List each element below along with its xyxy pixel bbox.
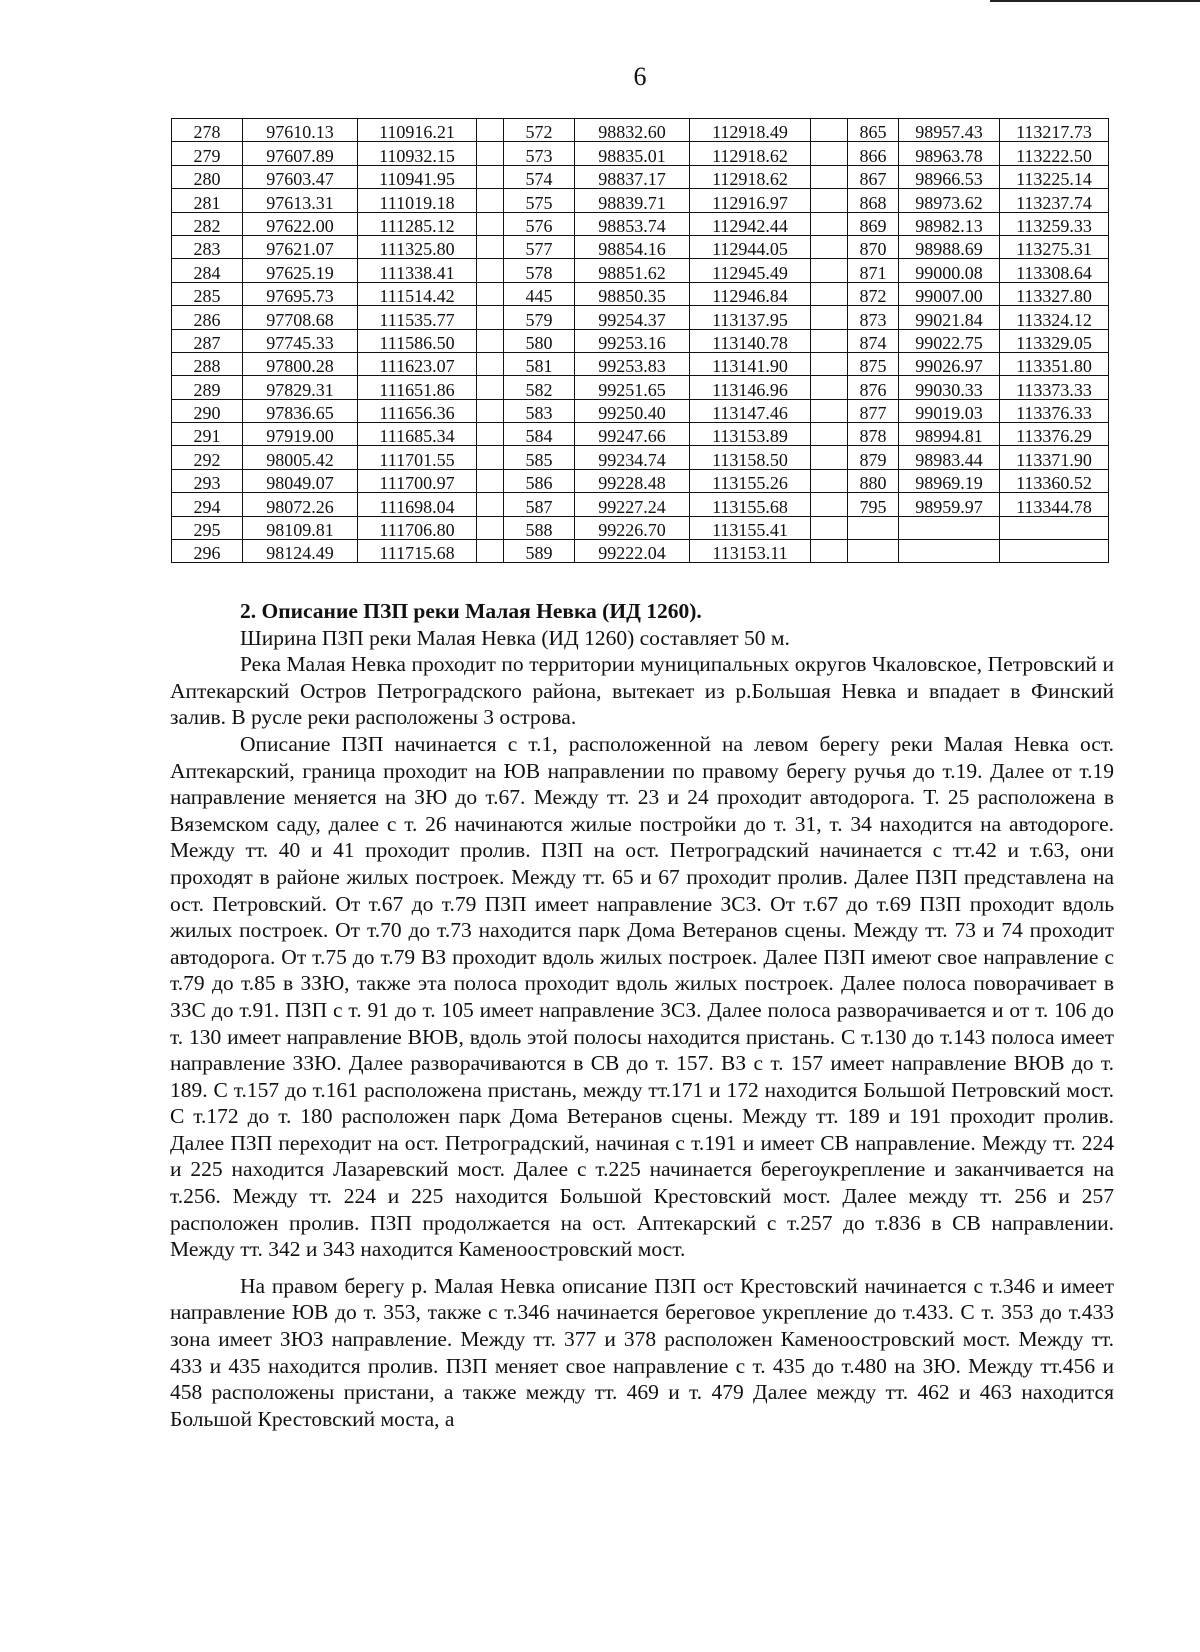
paragraph-right-bank-description: На правом берегу р. Малая Невка описание ПЗП ост Крестовский начинается с т.346 и имеет направление ЮВ до т. 353, также с т.346 начинается береговое укрепление до т.433. С т. 353 до т.433 зона имеет ЗЮЗ направление. Между тт. 377 и 378 расположен Каменоостровский мост. Между тт. 433 и 435 находится пролив. ПЗП меняет свое направление с т. 435 до т.480 на ЗЮ. Между тт.456 и 458 расположены пристани, а также между тт. 469 и т. 479 Далее между тт. 462 и 463 находится Большой Крестовский моста, а	[170, 1273, 1114, 1431]
table-spacer-cell	[811, 235, 848, 258]
table-row	[172, 119, 1109, 142]
table-spacer-cell	[477, 142, 504, 165]
table-cell-point-number: 296	[172, 540, 243, 563]
table-cell-y-coordinate: 112918.62	[690, 165, 811, 188]
table-spacer-cell	[477, 165, 504, 188]
table-cell-x-coordinate: 97613.31	[243, 189, 358, 212]
table-cell-y-coordinate: 113371.90	[1000, 446, 1109, 469]
table-cell-y-coordinate: 113308.64	[1000, 259, 1109, 282]
table-cell-point-number: 576	[504, 212, 575, 235]
table-spacer-cell	[477, 423, 504, 446]
table-cell-y-coordinate: 113153.89	[690, 423, 811, 446]
table-cell-y-coordinate: 113327.80	[1000, 282, 1109, 305]
table-cell-point-number: 878	[848, 423, 899, 446]
table-cell-y-coordinate: 110941.95	[358, 165, 477, 188]
table-cell-point-number	[848, 540, 899, 563]
table-cell-x-coordinate: 97622.00	[243, 212, 358, 235]
table-cell-point-number: 287	[172, 329, 243, 352]
table-cell-x-coordinate: 98109.81	[243, 516, 358, 539]
table-cell-y-coordinate: 113344.78	[1000, 493, 1109, 516]
table-row	[172, 469, 1109, 492]
table-cell-point-number: 286	[172, 306, 243, 329]
table-cell-point-number: 294	[172, 493, 243, 516]
table-cell-y-coordinate: 111019.18	[358, 189, 477, 212]
section-text	[170, 598, 1114, 1432]
table-spacer-cell	[477, 399, 504, 422]
table-cell-point-number: 283	[172, 235, 243, 258]
table-cell-point-number: 589	[504, 540, 575, 563]
table-spacer-cell	[477, 189, 504, 212]
table-cell-x-coordinate: 98049.07	[243, 469, 358, 492]
table-cell-x-coordinate: 99000.08	[899, 259, 1000, 282]
table-cell-x-coordinate: 99247.66	[575, 423, 690, 446]
table-cell-x-coordinate: 98853.74	[575, 212, 690, 235]
table-spacer-cell	[811, 212, 848, 235]
table-cell-y-coordinate: 112916.97	[690, 189, 811, 212]
table-row	[172, 446, 1109, 469]
table-cell-y-coordinate: 111586.50	[358, 329, 477, 352]
table-cell-point-number: 579	[504, 306, 575, 329]
table-cell-x-coordinate: 99228.48	[575, 469, 690, 492]
table-cell-y-coordinate: 111325.80	[358, 235, 477, 258]
table-spacer-cell	[477, 493, 504, 516]
table-spacer-cell	[477, 352, 504, 375]
table-cell-x-coordinate: 99222.04	[575, 540, 690, 563]
table-cell-x-coordinate: 98969.19	[899, 469, 1000, 492]
table-cell-x-coordinate: 98994.81	[899, 423, 1000, 446]
paragraph-river-location: Река Малая Невка проходит по территории муниципальных округов Чкаловское, Петровский и Аптекарский Остров Петроградского района, вытекает из р.Большая Невка и впадает в Финский залив. В русле реки расположены 3 острова.	[170, 652, 1114, 730]
table-cell-x-coordinate: 98973.62	[899, 189, 1000, 212]
table-cell-point-number: 575	[504, 189, 575, 212]
table-cell-y-coordinate: 111700.97	[358, 469, 477, 492]
table-cell-y-coordinate: 112942.44	[690, 212, 811, 235]
table-row	[172, 399, 1109, 422]
table-cell-y-coordinate: 113222.50	[1000, 142, 1109, 165]
table-spacer-cell	[477, 446, 504, 469]
table-spacer-cell	[477, 282, 504, 305]
table-row	[172, 352, 1109, 375]
table-cell-point-number: 290	[172, 399, 243, 422]
table-row	[172, 282, 1109, 305]
table-cell-y-coordinate: 111656.36	[358, 399, 477, 422]
table-cell-x-coordinate: 98988.69	[899, 235, 1000, 258]
table-cell-x-coordinate: 98959.97	[899, 493, 1000, 516]
table-cell-x-coordinate	[899, 516, 1000, 539]
table-spacer-cell	[811, 540, 848, 563]
table-spacer-cell	[811, 119, 848, 142]
table-spacer-cell	[811, 165, 848, 188]
table-cell-y-coordinate: 113237.74	[1000, 189, 1109, 212]
table-cell-x-coordinate: 98966.53	[899, 165, 1000, 188]
table-cell-point-number: 795	[848, 493, 899, 516]
table-cell-x-coordinate: 99007.00	[899, 282, 1000, 305]
table-cell-point-number: 279	[172, 142, 243, 165]
table-spacer-cell	[477, 540, 504, 563]
table-cell-x-coordinate	[899, 540, 1000, 563]
table-cell-y-coordinate: 110932.15	[358, 142, 477, 165]
table-cell-point-number: 578	[504, 259, 575, 282]
table-cell-x-coordinate: 97836.65	[243, 399, 358, 422]
table-cell-y-coordinate: 111535.77	[358, 306, 477, 329]
table-cell-x-coordinate: 98850.35	[575, 282, 690, 305]
table-cell-point-number: 280	[172, 165, 243, 188]
paragraph-left-bank-description: Описание ПЗП начинается с т.1, расположенной на левом берегу реки Малая Невка ост. Аптекарский, граница проходит на ЮВ направлении по правому берегу ручья до т.19. Далее от т.19 направление меняется на ЗЮ до т.67. Между тт. 23 и 24 проходит автодорога. Т. 25 расположена в Вяземском саду, далее с т. 26 начинаются жилые постройки до т. 31, т. 34 находится на автодороге. Между тт. 40 и 41 проходит пролив. ПЗП на ост. Петроградский начинается с тт.42 и т.63, они проходят в районе жилых построек. Между тт. 65 и 67 проходит пролив. Далее ПЗП представлена на ост. Петровский. От т.67 до т.79 ПЗП имеет направление ЗСЗ. От т.67 до т.69 ПЗП проходит вдоль жилых построек. От т.70 до т.73 находится парк Дома Ветеранов сцены. Между тт. 73 и 74 проходит автодорога. От т.75 до т.79 ВЗ проходит вдоль жилых построек. Далее ПЗП имеют свое направление с т.79 до т.85 в ЗЗЮ, также эта полоса проходит вдоль жилых построек. Далее полоса поворачивает в ЗЗС до т.91. ПЗП с т. 91 до т. 105 имеет направление ЗСЗ. Далее полоса разворачивается и от т. 106 до т. 130 имеет направление ВЮВ, вдоль этой полосы находится пристань. С т.130 до т.143 полоса имеет направление ЗЗЮ. Далее разворачиваются в СВ до т. 157. ВЗ с т. 157 имеет направление ВЮВ до т. 189. С т.157 до т.161 расположена пристань, между тт.171 и 172 находится Большой Петровский мост. С т.172 до т. 180 расположен парк Дома Ветеранов сцены. Между тт. 189 и 191 проходит пролив. Далее ПЗП переходит на ост. Петроградский, начиная с т.191 и имеет СВ направление. Между тт. 224 и 225 находится Лазаревский мост. Далее с т.225 начинается берегоукрепление и заканчивается на т.256. Между тт. 224 и 225 находится Большой Крестовский мост. Далее между тт. 256 и 257 расположен пролив. ПЗП продолжается на ост. Аптекарский с т.257 до т.836 в СВ направлении. Между тт. 342 и 343 находится Каменоостровский мост.	[170, 731, 1114, 1262]
table-spacer-cell	[811, 469, 848, 492]
table-cell-x-coordinate: 99019.03	[899, 399, 1000, 422]
table-cell-y-coordinate: 113259.33	[1000, 212, 1109, 235]
table-spacer-cell	[811, 329, 848, 352]
table-cell-y-coordinate	[1000, 540, 1109, 563]
table-cell-point-number: 574	[504, 165, 575, 188]
table-cell-x-coordinate: 98839.71	[575, 189, 690, 212]
table-cell-y-coordinate: 113324.12	[1000, 306, 1109, 329]
table-spacer-cell	[811, 352, 848, 375]
table-cell-x-coordinate: 99227.24	[575, 493, 690, 516]
table-cell-x-coordinate: 99250.40	[575, 399, 690, 422]
table-row	[172, 493, 1109, 516]
table-cell-y-coordinate: 111651.86	[358, 376, 477, 399]
table-spacer-cell	[811, 399, 848, 422]
table-cell-y-coordinate: 112946.84	[690, 282, 811, 305]
table-row	[172, 189, 1109, 212]
table-cell-y-coordinate: 113137.95	[690, 306, 811, 329]
table-cell-x-coordinate: 98837.17	[575, 165, 690, 188]
table-cell-y-coordinate: 112945.49	[690, 259, 811, 282]
table-cell-point-number: 282	[172, 212, 243, 235]
table-cell-point-number: 868	[848, 189, 899, 212]
table-cell-point-number: 581	[504, 352, 575, 375]
table-spacer-cell	[477, 516, 504, 539]
table-cell-y-coordinate: 111706.80	[358, 516, 477, 539]
table-cell-point-number: 580	[504, 329, 575, 352]
page-number: 6	[633, 62, 647, 91]
table-cell-y-coordinate: 111698.04	[358, 493, 477, 516]
table-cell-x-coordinate: 97607.89	[243, 142, 358, 165]
table-cell-y-coordinate: 113373.33	[1000, 376, 1109, 399]
table-cell-x-coordinate: 99253.83	[575, 352, 690, 375]
table-spacer-cell	[477, 212, 504, 235]
table-spacer-cell	[811, 446, 848, 469]
table-cell-point-number: 588	[504, 516, 575, 539]
table-cell-y-coordinate: 111285.12	[358, 212, 477, 235]
table-cell-point-number: 877	[848, 399, 899, 422]
table-cell-point-number: 872	[848, 282, 899, 305]
table-row	[172, 235, 1109, 258]
table-cell-point-number: 289	[172, 376, 243, 399]
table-cell-y-coordinate	[1000, 516, 1109, 539]
table-cell-x-coordinate: 97745.33	[243, 329, 358, 352]
table-cell-point-number: 281	[172, 189, 243, 212]
table-cell-x-coordinate: 97610.13	[243, 119, 358, 142]
table-cell-x-coordinate: 98983.44	[899, 446, 1000, 469]
table-cell-y-coordinate: 113376.29	[1000, 423, 1109, 446]
table-cell-y-coordinate: 111685.34	[358, 423, 477, 446]
table-cell-point-number: 583	[504, 399, 575, 422]
table-cell-y-coordinate: 113329.05	[1000, 329, 1109, 352]
table-cell-y-coordinate: 111338.41	[358, 259, 477, 282]
table-cell-point-number: 573	[504, 142, 575, 165]
table-spacer-cell	[811, 306, 848, 329]
table-spacer-cell	[477, 259, 504, 282]
table-cell-x-coordinate: 97800.28	[243, 352, 358, 375]
table-cell-x-coordinate: 99021.84	[899, 306, 1000, 329]
table-cell-y-coordinate: 111514.42	[358, 282, 477, 305]
table-cell-point-number: 291	[172, 423, 243, 446]
table-cell-point-number: 284	[172, 259, 243, 282]
table-row	[172, 516, 1109, 539]
table-cell-x-coordinate: 99254.37	[575, 306, 690, 329]
table-cell-y-coordinate: 113376.33	[1000, 399, 1109, 422]
table-row	[172, 142, 1109, 165]
table-row	[172, 376, 1109, 399]
table-spacer-cell	[811, 259, 848, 282]
table-cell-point-number: 873	[848, 306, 899, 329]
table-cell-point-number: 871	[848, 259, 899, 282]
table-cell-point-number: 288	[172, 352, 243, 375]
table-cell-y-coordinate: 113351.80	[1000, 352, 1109, 375]
table-cell-point-number: 870	[848, 235, 899, 258]
table-cell-x-coordinate: 97919.00	[243, 423, 358, 446]
table-spacer-cell	[477, 306, 504, 329]
table-cell-point-number: 880	[848, 469, 899, 492]
table-cell-x-coordinate: 98854.16	[575, 235, 690, 258]
table-cell-point-number: 582	[504, 376, 575, 399]
table-spacer-cell	[811, 376, 848, 399]
top-edge-line	[990, 0, 1200, 2]
table-cell-x-coordinate: 98124.49	[243, 540, 358, 563]
table-cell-point-number: 879	[848, 446, 899, 469]
table-cell-x-coordinate: 98982.13	[899, 212, 1000, 235]
table-cell-x-coordinate: 99253.16	[575, 329, 690, 352]
table-cell-point-number: 586	[504, 469, 575, 492]
table-row	[172, 423, 1109, 446]
table-cell-x-coordinate: 97625.19	[243, 259, 358, 282]
table-cell-x-coordinate: 99030.33	[899, 376, 1000, 399]
table-cell-x-coordinate: 99226.70	[575, 516, 690, 539]
table-cell-x-coordinate: 99026.97	[899, 352, 1000, 375]
table-cell-point-number	[848, 516, 899, 539]
table-cell-point-number: 584	[504, 423, 575, 446]
table-cell-y-coordinate: 112918.49	[690, 119, 811, 142]
table-cell-point-number: 869	[848, 212, 899, 235]
table-spacer-cell	[811, 282, 848, 305]
table-cell-point-number: 876	[848, 376, 899, 399]
table-cell-x-coordinate: 98005.42	[243, 446, 358, 469]
table-cell-point-number: 285	[172, 282, 243, 305]
table-row	[172, 259, 1109, 282]
table-cell-point-number: 874	[848, 329, 899, 352]
table-cell-point-number: 292	[172, 446, 243, 469]
table-cell-point-number: 295	[172, 516, 243, 539]
table-cell-x-coordinate: 97708.68	[243, 306, 358, 329]
coordinates-table	[171, 118, 1109, 563]
table-cell-y-coordinate: 111715.68	[358, 540, 477, 563]
table-cell-x-coordinate: 99022.75	[899, 329, 1000, 352]
table-spacer-cell	[477, 376, 504, 399]
table-row	[172, 540, 1109, 563]
table-spacer-cell	[811, 493, 848, 516]
table-cell-x-coordinate: 98832.60	[575, 119, 690, 142]
table-cell-point-number: 572	[504, 119, 575, 142]
table-cell-x-coordinate: 99251.65	[575, 376, 690, 399]
table-cell-point-number: 577	[504, 235, 575, 258]
table-cell-y-coordinate: 113140.78	[690, 329, 811, 352]
table-cell-point-number: 866	[848, 142, 899, 165]
table-cell-x-coordinate: 97829.31	[243, 376, 358, 399]
table-row	[172, 165, 1109, 188]
paragraph-width: Ширина ПЗП реки Малая Невка (ИД 1260) составляет 50 м.	[240, 625, 790, 650]
table-cell-point-number: 587	[504, 493, 575, 516]
table-spacer-cell	[477, 235, 504, 258]
table-cell-y-coordinate: 113225.14	[1000, 165, 1109, 188]
table-cell-y-coordinate: 112918.62	[690, 142, 811, 165]
table-row	[172, 306, 1109, 329]
table-cell-x-coordinate: 97621.07	[243, 235, 358, 258]
table-cell-y-coordinate: 110916.21	[358, 119, 477, 142]
table-spacer-cell	[811, 423, 848, 446]
table-cell-point-number: 445	[504, 282, 575, 305]
table-cell-y-coordinate: 113155.68	[690, 493, 811, 516]
table-spacer-cell	[477, 119, 504, 142]
table-cell-y-coordinate: 112944.05	[690, 235, 811, 258]
table-cell-point-number: 293	[172, 469, 243, 492]
table-cell-y-coordinate: 111623.07	[358, 352, 477, 375]
table-cell-y-coordinate: 113153.11	[690, 540, 811, 563]
table-cell-x-coordinate: 97695.73	[243, 282, 358, 305]
section-heading: 2. Описание ПЗП реки Малая Невка (ИД 1260).	[240, 599, 702, 623]
table-cell-y-coordinate: 113155.41	[690, 516, 811, 539]
table-cell-y-coordinate: 113158.50	[690, 446, 811, 469]
table-cell-x-coordinate: 97603.47	[243, 165, 358, 188]
table-cell-y-coordinate: 113275.31	[1000, 235, 1109, 258]
table-spacer-cell	[477, 469, 504, 492]
table-row	[172, 329, 1109, 352]
table-cell-y-coordinate: 111701.55	[358, 446, 477, 469]
table-cell-y-coordinate: 113146.96	[690, 376, 811, 399]
table-cell-x-coordinate: 98072.26	[243, 493, 358, 516]
table-cell-point-number: 278	[172, 119, 243, 142]
table-cell-point-number: 585	[504, 446, 575, 469]
table-cell-x-coordinate: 99234.74	[575, 446, 690, 469]
table-spacer-cell	[811, 189, 848, 212]
table-spacer-cell	[811, 516, 848, 539]
table-cell-y-coordinate: 113360.52	[1000, 469, 1109, 492]
table-spacer-cell	[811, 142, 848, 165]
table-spacer-cell	[477, 329, 504, 352]
table-cell-y-coordinate: 113155.26	[690, 469, 811, 492]
table-cell-point-number: 867	[848, 165, 899, 188]
table-cell-point-number: 865	[848, 119, 899, 142]
table-cell-x-coordinate: 98835.01	[575, 142, 690, 165]
table-row	[172, 212, 1109, 235]
table-cell-x-coordinate: 98963.78	[899, 142, 1000, 165]
table-cell-y-coordinate: 113141.90	[690, 352, 811, 375]
table-cell-y-coordinate: 113217.73	[1000, 119, 1109, 142]
table-cell-x-coordinate: 98957.43	[899, 119, 1000, 142]
table-cell-x-coordinate: 98851.62	[575, 259, 690, 282]
table-cell-point-number: 875	[848, 352, 899, 375]
table-cell-y-coordinate: 113147.46	[690, 399, 811, 422]
